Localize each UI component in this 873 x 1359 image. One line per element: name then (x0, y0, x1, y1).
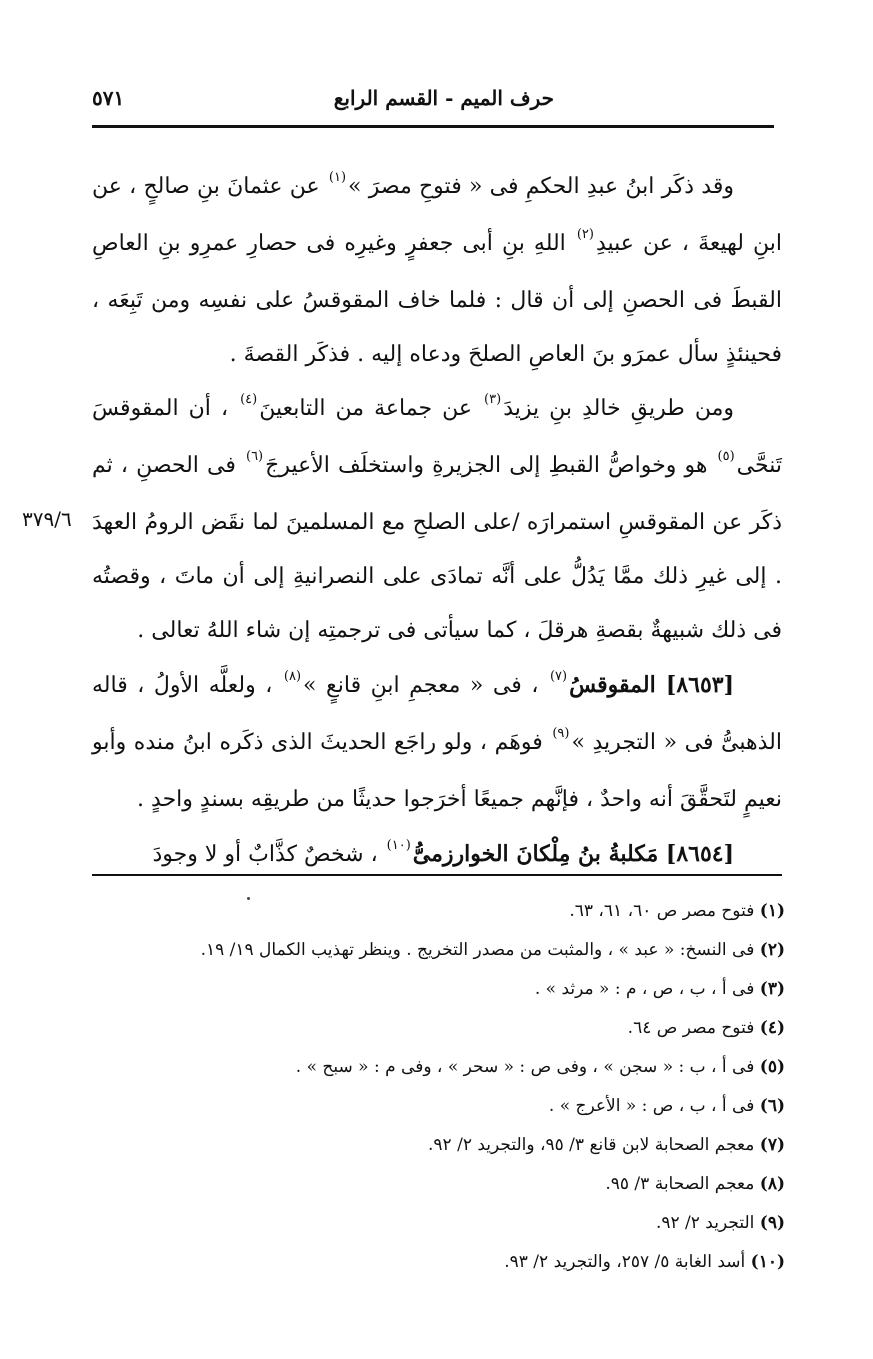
footnote-text: فتوح مصر ص ٦٠، ٦١، ٦٣. (569, 901, 755, 921)
footnote-text: فى أ ، ب ، ص : « الأعرج » . (548, 1096, 755, 1116)
footnote-marker: (١٠) (386, 838, 411, 853)
footnote-number: (٢) (759, 940, 785, 960)
footnote-marker: (٧) (549, 669, 568, 684)
paragraph-indent (734, 174, 782, 199)
text-run: عن جماعة من التابعينَ (259, 396, 483, 421)
main-text (92, 160, 782, 885)
header-title: حرف الميم - القسم الرابع (333, 86, 554, 110)
paragraph-indent (734, 396, 782, 421)
margin-volume-page-note: ٣٧٩/٦ (22, 507, 72, 531)
footnote (85, 970, 785, 1009)
text-run: ، أن المقوقسَ تَنحَّى (92, 396, 782, 478)
footnote-number: (٤) (759, 1018, 785, 1038)
footnote-text: معجم الصحابة ٣/ ٩٥. (605, 1174, 755, 1194)
footnote-number: (١) (759, 901, 785, 921)
footnote-text: التجريد ٢/ ٩٢. (655, 1213, 755, 1233)
footnote-number: (١٠) (750, 1252, 785, 1272)
footnote-number: (٣) (759, 979, 785, 999)
text-run: ، ولعلَّه الأولُ ، قاله الذهبىُّ فى « التجريدِ » (92, 673, 782, 755)
footnote-text: فتوح مصر ص ٦٤. (627, 1018, 755, 1038)
entry-heading: [٨٦٥٣] المقوقسُ (569, 672, 735, 698)
footnotes (85, 892, 785, 1282)
footnote-marker: (٦) (245, 449, 264, 464)
header-rule (92, 125, 774, 128)
footnote-marker: (٨) (283, 669, 302, 684)
paragraph (92, 827, 782, 885)
text-run: اللهِ بنِ أبى جعفرٍ وغيرِه فى حصارِ عمرِو بنِ العاصِ القبطَ فى الحصنِ إلى أن قال : فلما خاف المقوقسُ على نفسِه ومن تَبِعَه ، فحينئذٍ سأل عمرَو بنَ العاصِ الصلحَ ودعاه إليه . فذكَر القصةَ . (92, 231, 782, 367)
text-run: ، شخصٌ كذَّابٌ أو لا وجودَ (152, 842, 385, 867)
paragraph (92, 160, 782, 382)
footnote (85, 1087, 785, 1126)
footnote (85, 1243, 785, 1282)
entry-heading: [٨٦٥٤] مَكلبةُ بنُ مِلْكانَ الخوارزمىُّ (412, 841, 734, 867)
footnote-marker: (٤) (240, 392, 258, 407)
text-run: عن عثمانَ بنِ صالحٍ ، عن ابنِ لهيعةَ ، عن عبيدِ (92, 174, 782, 256)
footnote (85, 892, 785, 931)
footnote-marker: (١) (328, 170, 347, 185)
footnote-marker: (٣) (484, 392, 502, 407)
footnote (85, 1204, 785, 1243)
footnote-number: (٦) (759, 1096, 785, 1116)
footnote-marker: (٩) (552, 726, 570, 741)
footnote-text: فى أ ، ب : « سجن » ، وفى ص : « سحر » ، وفى م : « سبح » . (295, 1057, 755, 1077)
footnote-text: فى النسخ: « عبد » ، والمثبت من مصدر التخريج . وينظر تهذيب الكمال ١٩/ ١٩. (200, 940, 755, 960)
paragraph-indent (734, 673, 782, 698)
footnote-text: معجم الصحابة لابن قانع ٣/ ٩٥، والتجريد ٢/ ٩٢. (428, 1135, 755, 1155)
paragraph (92, 658, 782, 827)
footnote-number: (٨) (759, 1174, 785, 1194)
text-run: فى الحصنِ ، ثم ذكَر عن المقوقسِ استمرارَه /على الصلحِ مع المسلمينَ لما نقَض الرومُ العهدَ . إلى غيرِ ذلك ممَّا يَدُلُّ على أنَّه تمادَى على النصرانيةِ إلى أن ماتَ ، وقصتُه فى ذلك شبيهةٌ بقصةِ هرقلَ ، كما سيأتى فى ترجمتِه إن شاء اللهُ تعالى . (92, 453, 782, 643)
footnote (85, 1126, 785, 1165)
page-number: ٥٧١ (92, 86, 125, 110)
footnote-text: فى أ ، ب ، ص ، م : « مرثد » . (534, 979, 755, 999)
paragraph-indent (734, 842, 782, 867)
footnote (85, 931, 785, 970)
footnote-text: أسد الغابة ٥/ ٢٥٧، والتجريد ٢/ ٩٣. (504, 1252, 746, 1272)
footnote-number: (٥) (759, 1057, 785, 1077)
text-run: فوهَم ، ولو راجَع الحديثَ الذى ذكَره ابنُ منده وأبو نعيمٍ لتَحقَّقَ أنه واحدٌ ، فإنَّهم جميعًا أخرَجوا حديثًا من طريقِه بسندٍ واحدٍ . (92, 730, 782, 812)
footnote-number: (٩) (759, 1213, 785, 1233)
footnote-marker: (٥) (717, 449, 735, 464)
text-run: ، فى « معجمِ ابنِ قانعٍ » (303, 673, 548, 698)
footnote-separator (92, 874, 782, 876)
text-run: ومن طريقِ خالدِ بنِ يزيدَ (503, 396, 734, 421)
footnote-number: (٧) (759, 1135, 785, 1155)
footnote (85, 1048, 785, 1087)
running-header (92, 86, 774, 126)
footnote (85, 1009, 785, 1048)
text-run: هو وخواصُّ القبطِ إلى الجزيرةِ واستخلَف الأعيرجَ (265, 453, 716, 478)
text-run: وقد ذكَر ابنُ عبدِ الحكمِ فى « فتوحِ مصرَ » (348, 174, 734, 199)
footnote-marker: (٢) (576, 227, 594, 242)
paragraph (92, 382, 782, 658)
footnote (85, 1165, 785, 1204)
